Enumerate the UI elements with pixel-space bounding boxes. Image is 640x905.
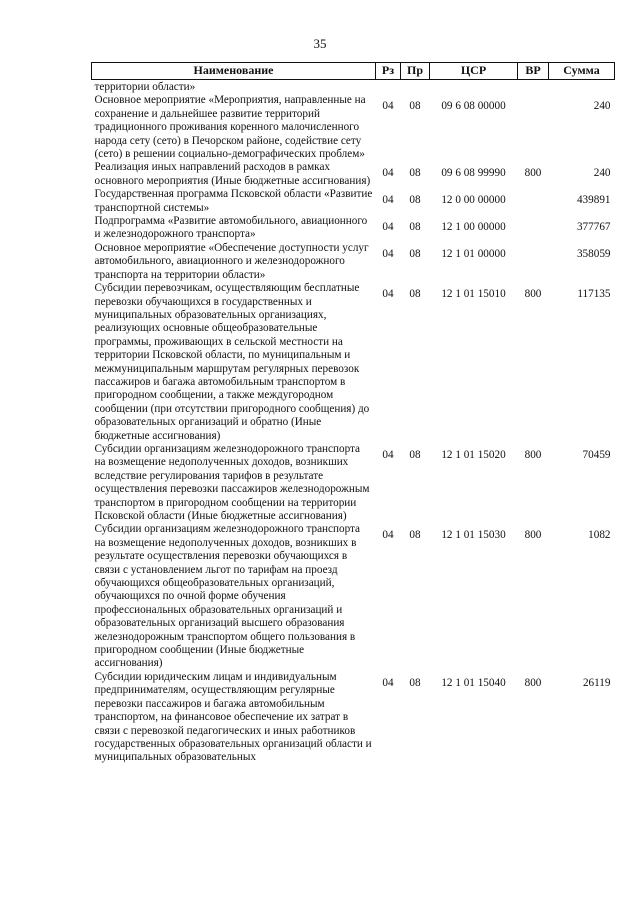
header-pr: Пр: [401, 63, 430, 80]
table-row: [92, 94, 615, 161]
row-sum: 70459: [582, 448, 611, 461]
row-csr: 12 1 01 15030: [441, 529, 506, 542]
row-sum: 240: [593, 100, 611, 113]
row-csr: 12 1 01 15010: [441, 288, 506, 301]
row-name: Субсидии организациям железнодорожного транспорта на возмещение недополученных доходов, возникших вследствие регулирования тарифов в результате осуществления перевозки пассажиров железнодорожным транспортом в пригородном сообщении на территории Псковской области (Иные бюджетные ассигнования): [94, 442, 370, 522]
row-pr: 08: [409, 167, 421, 180]
row-sum: 377767: [576, 221, 611, 234]
row-pr: 08: [409, 448, 421, 461]
row-name: Реализация иных направлений расходов в рамках основного мероприятия (Иные бюджетные ассигнования): [94, 161, 371, 187]
row-name: Субсидии организациям железнодорожного транспорта на возмещение недополученных доходов, возникших в результате осуществления перевозки обучающихся в связи с установлением льгот по тарифам на проезд обучающихся общеобразовательных организаций, обучающихся по очной форме обучения профессиональных образовательных организаций и образовательных организаций высшего образования железнодорожным транспортом общего пользования в пригородном сообщении (Иные бюджетные ассигнования): [94, 523, 361, 670]
row-pr: 08: [409, 100, 421, 113]
row-pr: 08: [409, 194, 421, 207]
row-csr: 12 0 00 00000: [441, 194, 506, 207]
row-vr: 800: [524, 676, 542, 689]
row-sum: 439891: [576, 194, 611, 207]
row-pr: 08: [409, 221, 421, 234]
row-sum: 358059: [576, 247, 611, 260]
row-name: Подпрограмма «Развитие автомобильного, авиационного и железнодорожного транспорта»: [94, 215, 368, 241]
row-csr: 12 1 01 15020: [441, 448, 506, 461]
table-row: [92, 188, 615, 215]
row-vr: 800: [524, 167, 542, 180]
header-name: Наименование: [92, 63, 376, 80]
row-rz: 04: [382, 194, 394, 207]
table-row: [92, 523, 615, 670]
row-rz: 04: [382, 529, 394, 542]
table-header-row: [92, 63, 615, 80]
row-sum: 117135: [577, 288, 611, 301]
row-name: Основное мероприятие «Мероприятия, направленные на сохранение и дальнейшее развитие территорий традиционного проживания коренного малочисленного народа сету (сето) в Печорском районе, содействие сету (сето) в решении социально-демографических проблем»: [94, 94, 366, 161]
row-csr: 09 6 08 99990: [441, 167, 506, 180]
row-pr: 08: [409, 529, 421, 542]
row-pr: 08: [409, 676, 421, 689]
table-row: [92, 242, 615, 282]
row-name: Государственная программа Псковской области «Развитие транспортной системы»: [94, 188, 373, 214]
row-pr: 08: [409, 288, 421, 301]
row-sum: 1082: [588, 529, 611, 542]
row-vr: 800: [524, 529, 542, 542]
row-sum: 240: [593, 167, 611, 180]
row-csr: 12 1 00 00000: [441, 221, 506, 234]
row-csr: 12 1 01 00000: [441, 247, 506, 260]
row-name: Основное мероприятие «Обеспечение доступности услуг автомобильного, авиационного и железнодорожного транспорта на территории области»: [94, 241, 369, 281]
row-sum: 26119: [582, 676, 611, 689]
row-name: Субсидии юридическим лицам и индивидуальным предпринимателям, осуществляющим регулярные перевозки пассажиров и багажа автомобильным транспортом, на финансовое обеспечение их затрат в связи с перевозкой педагогических и иных работников государственных образовательных организаций области и муниципальных образовательных: [94, 670, 372, 764]
row-rz: 04: [382, 288, 394, 301]
row-vr: 800: [524, 448, 542, 461]
row-vr: [518, 242, 549, 282]
row-csr: 12 1 01 15040: [441, 676, 506, 689]
table-row: [92, 671, 615, 765]
row-vr: 800: [524, 288, 542, 301]
row-rz: 04: [382, 247, 394, 260]
row-vr: [518, 188, 549, 215]
row-name: Субсидии перевозчикам, осуществляющим бесплатные перевозки обучающихся в государственных и муниципальных образовательных организациях, реализующих основные общеобразовательные программы, проживающих в сельской местности на территории Псковской области, по муниципальным и межмуниципальным маршрутам регулярных перевозок пассажиров и багажа автомобильным транспортом в пригородном сообщении, а также междугородном сообщении (при отсутствии пригородного сообщения) до образовательных организаций и обратно (Иные бюджетные ассигнования): [94, 282, 370, 442]
table-row: [92, 161, 615, 188]
budget-table: [91, 62, 615, 765]
row-rz: 04: [382, 221, 394, 234]
row-vr: [518, 215, 549, 242]
row-csr: 09 6 08 00000: [441, 100, 506, 113]
header-sum: Сумма: [549, 63, 615, 80]
row-pr: 08: [409, 247, 421, 260]
table-row: [92, 443, 615, 523]
header-vr: ВР: [518, 63, 549, 80]
row-rz: 04: [382, 167, 394, 180]
row-rz: 04: [382, 448, 394, 461]
header-csr: ЦСР: [430, 63, 518, 80]
header-rz: Рз: [376, 63, 401, 80]
row-rz: 04: [382, 676, 394, 689]
table-row: [92, 282, 615, 443]
row-rz: 04: [382, 100, 394, 113]
page-number: 35: [313, 36, 327, 51]
table-row: [92, 215, 615, 242]
table-row-continuation: [92, 80, 615, 95]
row-vr: [518, 94, 549, 161]
continuation-text: территории области»: [94, 81, 196, 93]
